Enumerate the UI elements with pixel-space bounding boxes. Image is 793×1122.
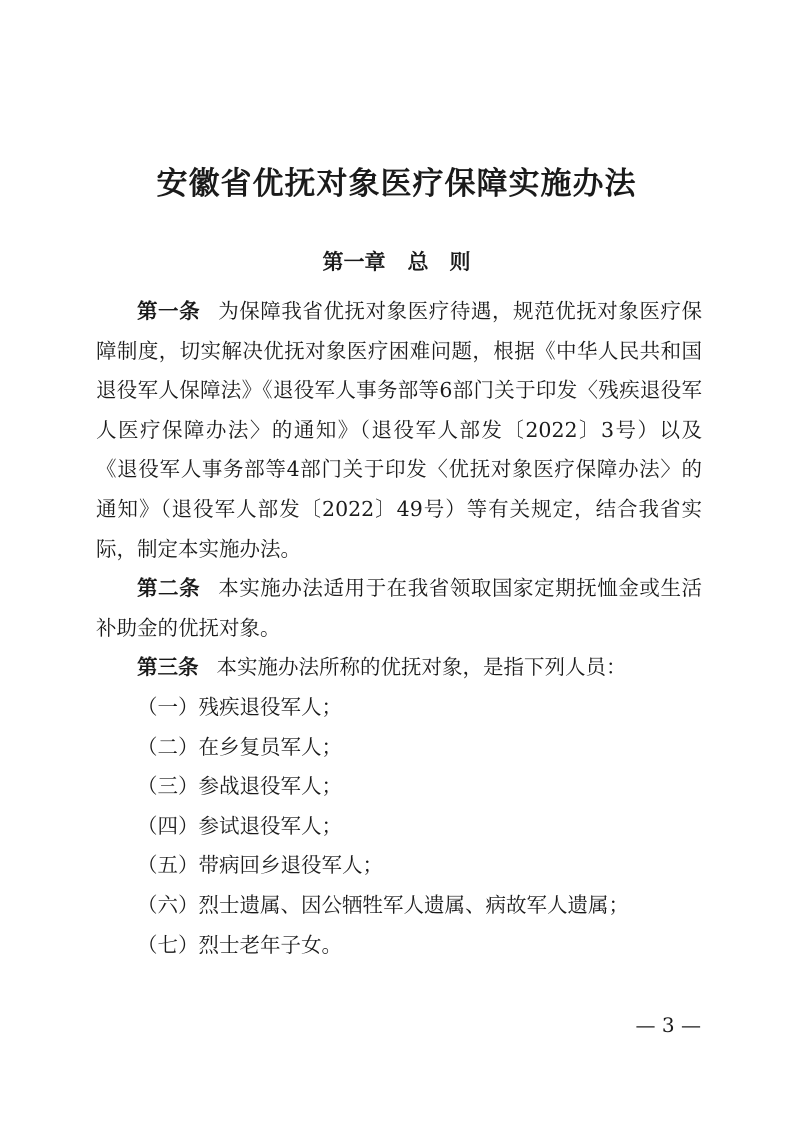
- article-text: 为保障我省优抚对象医疗待遇，规范优抚对象医疗保障制度，切实解决优抚对象医疗困难问题，根据《中华人民共和国退役军人保障法》《退役军人事务部等6部门关于印发〈残疾退役军人医疗保障办法〉的通知》（退役军人部发〔2022〕3号）以及《退役军人事务部等4部门关于印发〈优抚对象医疗保障办法〉的通知》（退役军人部发〔2022〕49号）等有关规定，结合我省实际，制定本实施办法。: [96, 299, 703, 561]
- article-2: [96, 569, 702, 648]
- list-item: （七）烈士老年子女。: [137, 932, 342, 957]
- list-item: （二）在乡复员军人；: [137, 734, 342, 759]
- document-body: [96, 292, 702, 965]
- article-label: 第一条: [137, 299, 201, 323]
- chapter-heading: [0, 246, 793, 276]
- article-text: 本实施办法适用于在我省领取国家定期抚恤金或生活补助金的优抚对象。: [96, 576, 703, 640]
- page-number: — 3 —: [635, 1013, 701, 1037]
- article-label: 第三条: [137, 655, 199, 680]
- article-label: 第二条: [137, 576, 201, 601]
- list-item: （三）参战退役军人；: [137, 774, 342, 799]
- article-1: [96, 292, 702, 569]
- list-item: （六）烈士遗属、因公牺牲军人遗属、病故军人遗属；: [137, 892, 629, 917]
- chapter-name: 总 则: [407, 250, 471, 274]
- list-item: （一）残疾退役军人；: [137, 694, 342, 719]
- article-text: 本实施办法所称的优抚对象，是指下列人员：: [216, 655, 627, 680]
- list-item: （五）带病回乡退役军人；: [137, 853, 383, 878]
- chapter-number: 第一章: [322, 250, 386, 274]
- document-title: 安徽省优抚对象医疗保障实施办法: [156, 166, 637, 202]
- list-item: （四）参试退役军人；: [137, 813, 342, 838]
- article-3: [96, 648, 702, 688]
